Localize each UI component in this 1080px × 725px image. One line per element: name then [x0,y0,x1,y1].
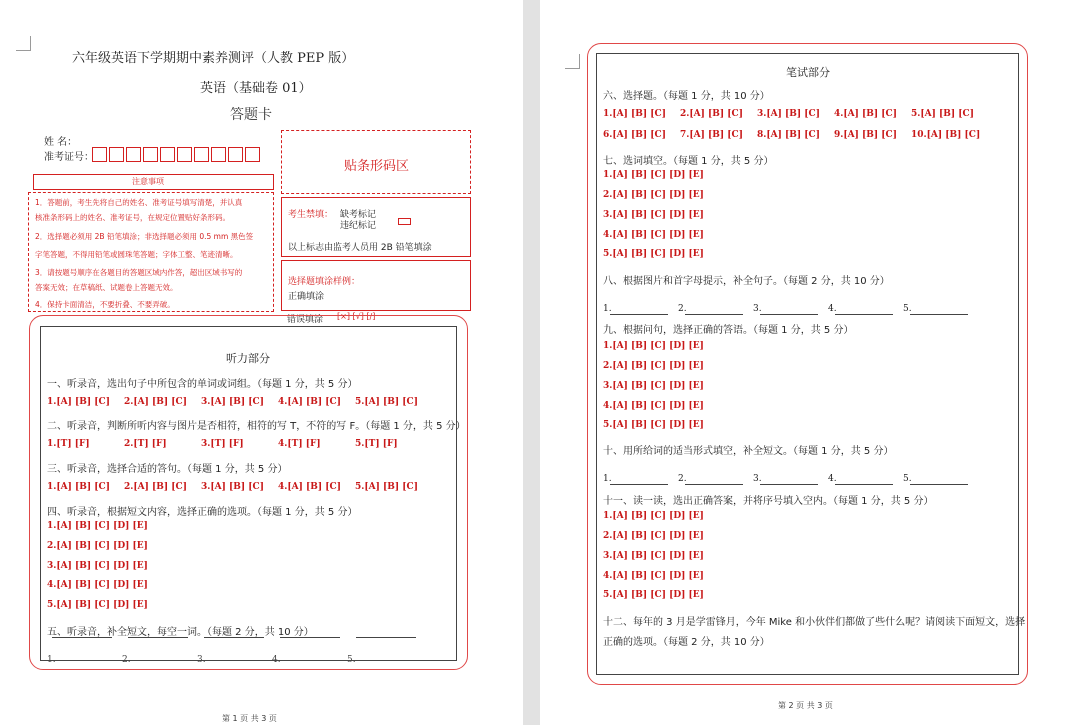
blank-number: 1. [603,304,612,314]
option-group[interactable]: 4.[T] [F] [278,439,321,449]
option-group[interactable]: 1.[A] [B] [C] [D] [E] [603,170,704,180]
option-group[interactable]: 5.[A] [B] [C] [355,397,418,407]
option-group[interactable]: 7.[A] [B] [C] [680,130,743,140]
notice-line: 答案无效；在草稿纸、试题卷上答题无效。 [35,283,178,292]
option-group[interactable]: 4.[A] [B] [C] [D] [E] [603,230,704,240]
section-12-question-cont: 正确的选项。（每题 2 分，共 10 分） [603,637,770,648]
section-9-question: 九、根据问句，选择正确的答语。（每题 1 分，共 5 分） [603,325,854,336]
option-group[interactable]: 1.[A] [B] [C] [47,482,110,492]
option-group[interactable]: 3.[T] [F] [201,439,244,449]
notices-box [28,192,274,312]
proctor-box [281,197,471,257]
option-group[interactable]: 2.[A] [B] [C] [D] [E] [603,190,704,200]
notice-line: 核准条形码上的姓名、准考证号，在规定位置贴好条形码。 [35,213,230,222]
notice-line: 2．选择题必须用 2B 铅笔填涂；非选择题必须用 0.5 mm 黑色签 [35,232,254,241]
option-group[interactable]: 4.[A] [B] [C] [278,482,341,492]
blank-number: 4. [828,474,837,484]
card-title: 答题卡 [230,107,272,123]
option-group[interactable]: 3.[A] [B] [C] [D] [E] [603,210,704,220]
exam-no-label: 准考证号： [44,152,94,163]
blank-line[interactable] [910,314,968,315]
page-footer: 第 1 页 共 3 页 [222,714,277,723]
blank-number: 2. [678,304,687,314]
option-group[interactable]: 1.[A] [B] [C] [D] [E] [603,511,704,521]
notice-line: 1．答题前，考生先将自己的姓名、准考证号填写清楚，并认真 [35,198,243,207]
section-2-question: 二、听录音，判断所听内容与图片是否相符，相符的写 T，不符的写 F。（每题 1 分，共 5 分） [47,421,466,432]
id-cell[interactable] [245,147,260,162]
correct-fill-label: 正确填涂 [288,292,325,302]
option-group[interactable]: 2.[T] [F] [124,439,167,449]
fill-sample-title: 选择题填涂样例： [288,277,361,287]
option-group[interactable]: 5.[A] [B] [C] [D] [E] [603,590,704,600]
section-5-question: 五、听录音，补全短文，每空一词。（每题 2 分，共 10 分） [47,627,314,638]
blank-number: 2. [122,655,131,665]
exam-title: 六年级英语下学期期中素养测评（人教 PEP 版） [72,51,355,66]
option-group[interactable]: 5.[A] [B] [C] [D] [E] [603,249,704,259]
written-title: 笔试部分 [786,66,830,79]
absent-label: 缺考标记 [340,210,377,220]
notice-title: 注意事项 [132,177,164,186]
blank-number: 4. [272,655,281,665]
fill-sample-box [281,260,471,311]
blank-line[interactable] [610,314,668,315]
option-group[interactable]: 8.[A] [B] [C] [757,130,820,140]
option-group[interactable]: 2.[A] [B] [C] [D] [E] [603,361,704,371]
option-group[interactable]: 1.[A] [B] [C] [603,109,666,119]
option-group[interactable]: 5.[A] [B] [C] [D] [E] [603,420,704,430]
option-group[interactable]: 5.[T] [F] [355,439,398,449]
exam-no-cells[interactable] [92,147,262,162]
answer-sheet-page-2 [540,0,1080,725]
id-cell[interactable] [160,147,175,162]
section-1-question: 一、听录音，选出句子中所包含的单词或词组。（每题 1 分，共 5 分） [47,379,358,390]
blank-line[interactable] [760,484,818,485]
id-cell[interactable] [126,147,141,162]
proctor-note: 以上标志由监考人员用 2B 铅笔填涂 [288,243,432,253]
blank-line[interactable] [280,637,340,638]
blank-line[interactable] [910,484,968,485]
section-6-question: 六、选择题。（每题 1 分，共 10 分） [603,91,770,102]
name-label: 姓 名： [44,137,78,148]
notice-line: 3．请按题号顺序在各题目的答题区域内作答，超出区域书写的 [35,268,243,277]
blank-number: 2. [678,474,687,484]
id-cell[interactable] [177,147,192,162]
wrong-fill-label: 错误填涂 [287,315,324,325]
option-group[interactable]: 5.[A] [B] [C] [D] [E] [47,600,148,610]
barcode-area [281,130,471,194]
id-cell[interactable] [228,147,243,162]
id-cell[interactable] [211,147,226,162]
blank-line[interactable] [760,314,818,315]
blank-number: 5. [903,474,912,484]
section-12-question: 十二、每年的 3 月是学雷锋月，今年 Mike 和小伙伴们都做了些什么呢？请阅读下面短文，选择 [603,617,1026,628]
option-group[interactable]: 10.[A] [B] [C] [911,130,981,140]
answer-sheet-page-1 [0,0,523,725]
section-4-question: 四、听录音，根据短文内容，选择正确的选项。（每题 1 分，共 5 分） [47,507,358,518]
id-cell[interactable] [194,147,209,162]
blank-line[interactable] [685,314,743,315]
notice-line: 4．保持卡面清洁，不要折叠、不要弄破。 [35,300,175,309]
section-7-question: 七、选词填空。（每题 1 分，共 5 分） [603,156,774,167]
id-cell[interactable] [143,147,158,162]
option-group[interactable]: 1.[A] [B] [C] [D] [E] [603,341,704,351]
option-group[interactable]: 5.[A] [B] [C] [911,109,974,119]
blank-line[interactable] [204,637,264,638]
violation-checkbox[interactable] [398,218,411,225]
exam-subtitle: 英语（基础卷 01） [200,81,312,96]
blank-number: 5. [347,655,356,665]
option-group[interactable]: 2.[A] [B] [C] [D] [E] [47,541,148,551]
option-group[interactable]: 2.[A] [B] [C] [124,482,187,492]
id-cell[interactable] [92,147,107,162]
blank-number: 3. [753,304,762,314]
option-group[interactable]: 6.[A] [B] [C] [603,130,666,140]
listening-title: 听力部分 [226,352,270,365]
option-group[interactable]: 2.[A] [B] [C] [D] [E] [603,531,704,541]
blank-number: 1. [47,655,56,665]
blank-line[interactable] [128,637,188,638]
option-group[interactable]: 3.[A] [B] [C] [D] [E] [603,381,704,391]
blank-lines-row [52,637,442,649]
violation-label: 违纪标记 [340,221,377,231]
option-group[interactable]: 4.[A] [B] [C] [834,109,897,119]
page-gap [523,0,540,725]
section-3-question: 三、听录音，选择合适的答句。（每题 1 分，共 5 分） [47,464,288,475]
barcode-label: 贴条形码区 [344,159,410,174]
option-group[interactable]: 3.[A] [B] [C] [757,109,820,119]
option-group[interactable]: 2.[A] [B] [C] [680,109,743,119]
section-8-question: 八、根据图片和首字母提示，补全句子。（每题 2 分，共 10 分） [603,276,890,287]
section-10-question: 十、用所给词的适当形式填空，补全短文。（每题 1 分，共 5 分） [603,446,894,457]
option-group[interactable]: 4.[A] [B] [C] [D] [E] [603,401,704,411]
option-group[interactable]: 1.[T] [F] [47,439,90,449]
option-group[interactable]: 1.[A] [B] [C] [D] [E] [47,521,148,531]
option-group[interactable]: 3.[A] [B] [C] [D] [E] [603,551,704,561]
blank-line[interactable] [685,484,743,485]
blank-number: 3. [753,474,762,484]
page-footer: 第 2 页 共 3 页 [778,701,833,710]
option-group[interactable]: 2.[A] [B] [C] [124,397,187,407]
option-group[interactable]: 3.[A] [B] [C] [201,397,264,407]
blank-number: 4. [828,304,837,314]
forbidden-label: 考生禁填： [288,210,334,220]
option-group[interactable]: 9.[A] [B] [C] [834,130,897,140]
crop-mark [565,54,580,69]
option-group[interactable]: 4.[A] [B] [C] [278,397,341,407]
blank-number: 1. [603,474,612,484]
option-group[interactable]: 1.[A] [B] [C] [47,397,110,407]
wrong-fill-marks: [×] [√] [/] [337,312,376,321]
notice-line: 字笔答题，不得用铅笔或圆珠笔答题；字体工整、笔迹清晰。 [35,250,238,259]
option-group[interactable]: 3.[A] [B] [C] [201,482,264,492]
blank-line[interactable] [610,484,668,485]
blank-number: 5. [903,304,912,314]
blank-line[interactable] [356,637,416,638]
blank-line[interactable] [835,484,893,485]
section-11-question: 十一、读一读，选出正确答案，并将序号填入空内。（每题 1 分，共 5 分） [603,496,934,507]
blank-line[interactable] [835,314,893,315]
blank-number: 3. [197,655,206,665]
notice-title-box [33,174,274,190]
blank-line[interactable] [52,637,112,638]
id-cell[interactable] [109,147,124,162]
crop-mark [16,36,31,51]
option-group[interactable]: 4.[A] [B] [C] [D] [E] [47,580,148,590]
option-group[interactable]: 4.[A] [B] [C] [D] [E] [603,571,704,581]
option-group[interactable]: 3.[A] [B] [C] [D] [E] [47,561,148,571]
option-group[interactable]: 5.[A] [B] [C] [355,482,418,492]
